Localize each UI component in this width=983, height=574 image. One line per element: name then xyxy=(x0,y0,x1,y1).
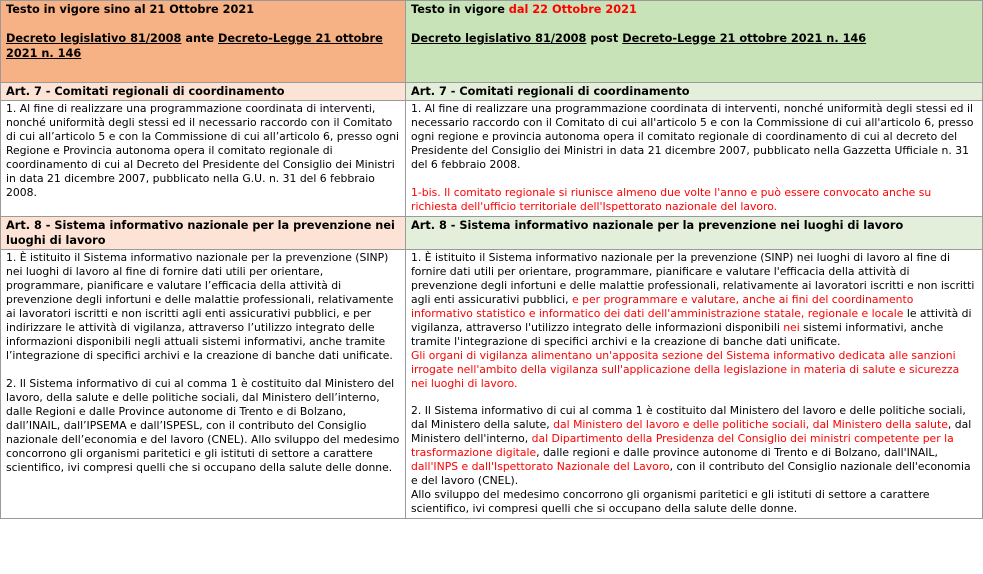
art8-right-paragraph-1: 1. È istituito il Sistema informativo nazionale per la prevenzione (SINP) nei luoghi di lavoro al fine di fornire dati utili per orientare, programmare, pianificare e valutare l'efficacia della attività di prevenzione degli infortuni e delle malattie professionali, relativamente ai lavoratori iscritti e non iscritti agli enti assicurativi pubblici, e per programmare e valutare, anche ai fini del coordinamento informativo statistico e informatico dei dati dell'amministrazione statale, regionale e locale le attività di vigilanza, attraverso l'utilizzo integrato delle informazioni disponibili nei sistemi informativi, anche tramite l'integrazione di specifici archivi e la creazione di banche dati unificate. xyxy=(411,251,975,348)
art8-left-paragraph-1: 1. È istituito il Sistema informativo nazionale per la prevenzione (SINP) nei luoghi di lavoro al fine di fornire dati utili per orientare, programmare, pianificare e valutare l’efficacia della attività di prevenzione degli infortuni e delle malattie professionali, relativamente ai lavoratori iscritti e non iscritti agli enti assicurativi pubblici, e per indirizzare le attività di vigilanza, attraverso l’utilizzo integrato delle informazioni disponibili negli attuali sistemi informativi, anche tramite l’integrazione di specifici archivi e la creazione di banche dati unificate. xyxy=(6,251,394,362)
art8-left-paragraph-2: 2. Il Sistema informativo di cui al comma 1 è costituito dal Ministero del lavoro, della salute e delle politiche sociali, dal Ministero dell’interno, dalle Regioni e dalle Province autonome di Trento e di Bolzano, dall’INAIL, dall’IPSEMA e dall’ISPESL, con il contributo del Consiglio nazionale dell’economia e del lavoro (CNEL). Allo sviluppo del medesimo concorrono gli organismi paritetici e gli istituti di settore a carattere scientifico, ivi compresi quelli che si occupano della salute delle donne. xyxy=(6,377,400,474)
art7-heading-row xyxy=(1,83,983,101)
header-left xyxy=(1,1,406,83)
header-left-title: Testo in vigore sino al 21 Ottobre 2021 xyxy=(6,3,255,16)
header-right-date: dal 22 Ottobre 2021 xyxy=(508,3,637,16)
art7-body-right xyxy=(406,101,983,217)
art7-heading-right: Art. 7 - Comitati regionali di coordinamento xyxy=(406,83,983,101)
art7-heading-left: Art. 7 - Comitati regionali di coordinamento xyxy=(1,83,406,101)
art8-heading-left: Art. 8 - Sistema informativo nazionale per la prevenzione nei luoghi di lavoro xyxy=(1,217,406,250)
art7-body-row xyxy=(1,101,983,217)
art7-right-paragraph: 1. Al fine di realizzare una programmazione coordinata di interventi, nonché uniformità degli stessi ed il necessario raccordo con il Comitato di cui all'articolo 5 e con la Commissione di cui all'articolo 6, presso ogni regione e provincia autonoma opera il comitato regionale di coordinamento di cui al decreto del Presidente del Consiglio dei Ministri in data 21 dicembre 2007, pubblicato nella Gazzetta Ufficiale n. 31 del 6 febbraio 2008. xyxy=(411,102,974,171)
art8-body-left xyxy=(1,250,406,519)
art8-right-paragraph-2: 2. Il Sistema informativo di cui al comma 1 è costituito dal Ministero del lavoro e delle politiche sociali, dal Ministero della salute, dal Ministero del lavoro e delle politiche sociali, dal Ministero della salute, dal Ministero dell'interno, dal Dipartimento della Presidenza del Consiglio dei ministri competente per la trasformazione digitale, dalle regioni e dalle province autonome di Trento e di Bolzano, dall'INAIL, dall'INPS e dall'Ispettorato Nazionale del Lavoro, con il contributo del Consiglio nazionale dell'economia e del lavoro (CNEL). xyxy=(411,404,972,487)
art8-right-paragraph-3: Allo sviluppo del medesimo concorrono gli organismi paritetici e gli istituti di settore a carattere scientifico, ivi compresi quelli che si occupano della salute delle donne. xyxy=(411,488,930,515)
link-decreto-81-2008[interactable]: Decreto legislativo 81/2008 xyxy=(411,32,587,45)
header-row xyxy=(1,1,983,83)
header-left-reference: Decreto legislativo 81/2008 ante Decreto-Legge 21 ottobre 2021 n. 146 xyxy=(6,32,383,60)
art8-body-row xyxy=(1,250,983,519)
link-decreto-81-2008[interactable]: Decreto legislativo 81/2008 xyxy=(6,32,182,45)
art8-body-right xyxy=(406,250,983,519)
link-decreto-legge-146[interactable]: Decreto-Legge 21 ottobre 2021 n. 146 xyxy=(622,32,867,45)
art8-heading-row xyxy=(1,217,983,250)
art7-left-paragraph: 1. Al fine di realizzare una programmazione coordinata di interventi, nonché uniformità degli stessi ed il necessario raccordo con il Comitato di cui all’articolo 5 e con la Commissione di cui all’articolo 6, presso ogni Regione e Provincia autonoma opera il comitato regionale di coordinamento di cui al Decreto del Presidente del Consiglio dei Ministri in data 21 dicembre 2007, pubblicato nella G.U. n. 31 del 6 febbraio 2008. xyxy=(6,102,400,199)
header-right-title: Testo in vigore dal 22 Ottobre 2021 xyxy=(411,3,637,16)
link-decreto-legge-146[interactable]: Decreto-Legge 21 ottobre 2021 n. 146 xyxy=(6,32,383,60)
header-right xyxy=(406,1,983,83)
art8-right-added-paragraph: Gli organi di vigilanza alimentano un'apposita sezione del Sistema informativo dedicata alle sanzioni irrogate nell'ambito della vigilanza sull'applicazione della legislazione in materia di salute e sicurezza nei luoghi di lavoro. xyxy=(411,349,960,390)
art7-body-left xyxy=(1,101,406,217)
art8-heading-right: Art. 8 - Sistema informativo nazionale per la prevenzione nei luoghi di lavoro xyxy=(406,217,983,250)
header-right-reference: Decreto legislativo 81/2008 post Decreto-Legge 21 ottobre 2021 n. 146 xyxy=(411,32,867,45)
art7-right-added-paragraph: 1-bis. Il comitato regionale si riunisce almeno due volte l'anno e può essere convocato anche su richiesta dell'ufficio territoriale dell'Ispettorato nazionale del lavoro. xyxy=(411,186,932,213)
